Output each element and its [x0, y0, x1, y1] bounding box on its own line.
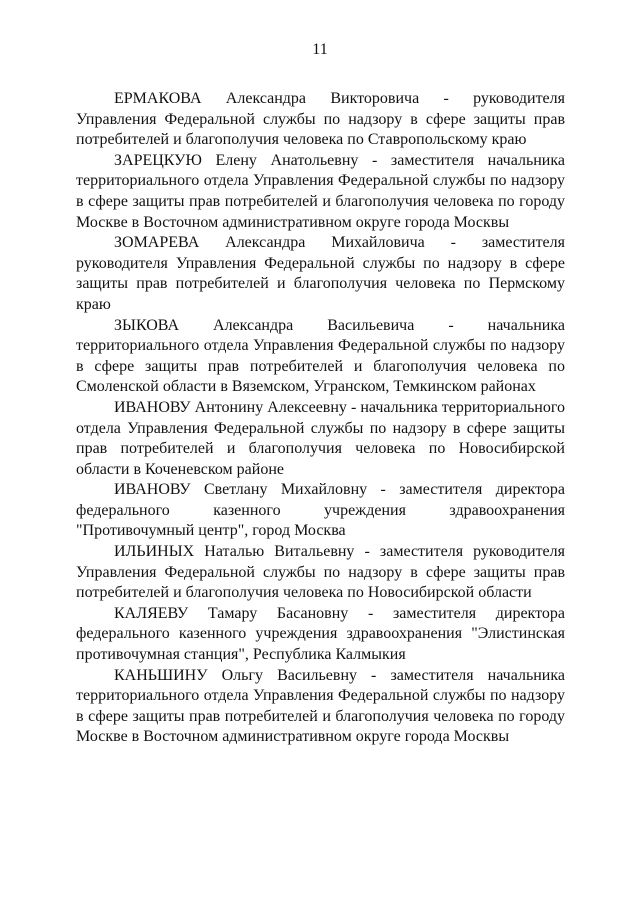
list-item: КАЛЯЕВУ Тамару Басановну - заместителя директора федерального казенного учреждения здравоохранения "Элистинская противочумная станция", Республика Калмыкия — [76, 604, 565, 664]
list-item: ЗОМАРЕВА Александра Михайловича - заместителя руководителя Управления Федеральной службы по надзору в сфере защиты прав потребителей и благополучия человека по Пермскому краю — [76, 234, 565, 313]
list-item: ЗЫКОВА Александра Васильевича - начальника территориального отдела Управления Федеральной службы по надзору в сфере защиты прав потребителей и благополучия человека по Смоленской области в Вяземском, Угранском, Темкинском районах — [76, 316, 565, 396]
list-item: ИВАНОВУ Светлану Михайловну - заместителя директора федерального казенного учреждения здравоохранения "Противочумный центр", город Москва — [76, 481, 565, 540]
document-body — [76, 89, 565, 748]
list-item: ЕРМАКОВА Александра Викторовича - руководителя Управления Федеральной службы по надзору в сфере защиты прав потребителей и благополучия человека по Ставропольскому краю — [76, 90, 565, 149]
list-item: ИЛЬИНЫХ Наталью Витальевну - заместителя руководителя Управления Федеральной службы по надзору в сфере защиты прав потребителей и благополучия человека по Новосибирской области — [76, 543, 565, 602]
list-item: КАНЬШИНУ Ольгу Васильевну - заместителя начальника территориального отдела Управления Федеральной службы по надзору в сфере защиты прав потребителей и благополучия человека по городу Москве в Восточном административном округе города Москвы — [76, 666, 565, 746]
page-number: 11 — [312, 41, 328, 58]
list-item: ИВАНОВУ Антонину Алексеевну - начальника территориального отдела Управления Федеральной службы по надзору в сфере защиты прав потребителей и благополучия человека по Новосибирской области в Коченевском районе — [76, 398, 565, 478]
list-item: ЗАРЕЦКУЮ Елену Анатольевну - заместителя начальника территориального отдела Управления Федеральной службы по надзору в сфере защиты прав потребителей и благополучия человека по городу Москве в Восточном административном округе города Москвы — [76, 151, 565, 231]
